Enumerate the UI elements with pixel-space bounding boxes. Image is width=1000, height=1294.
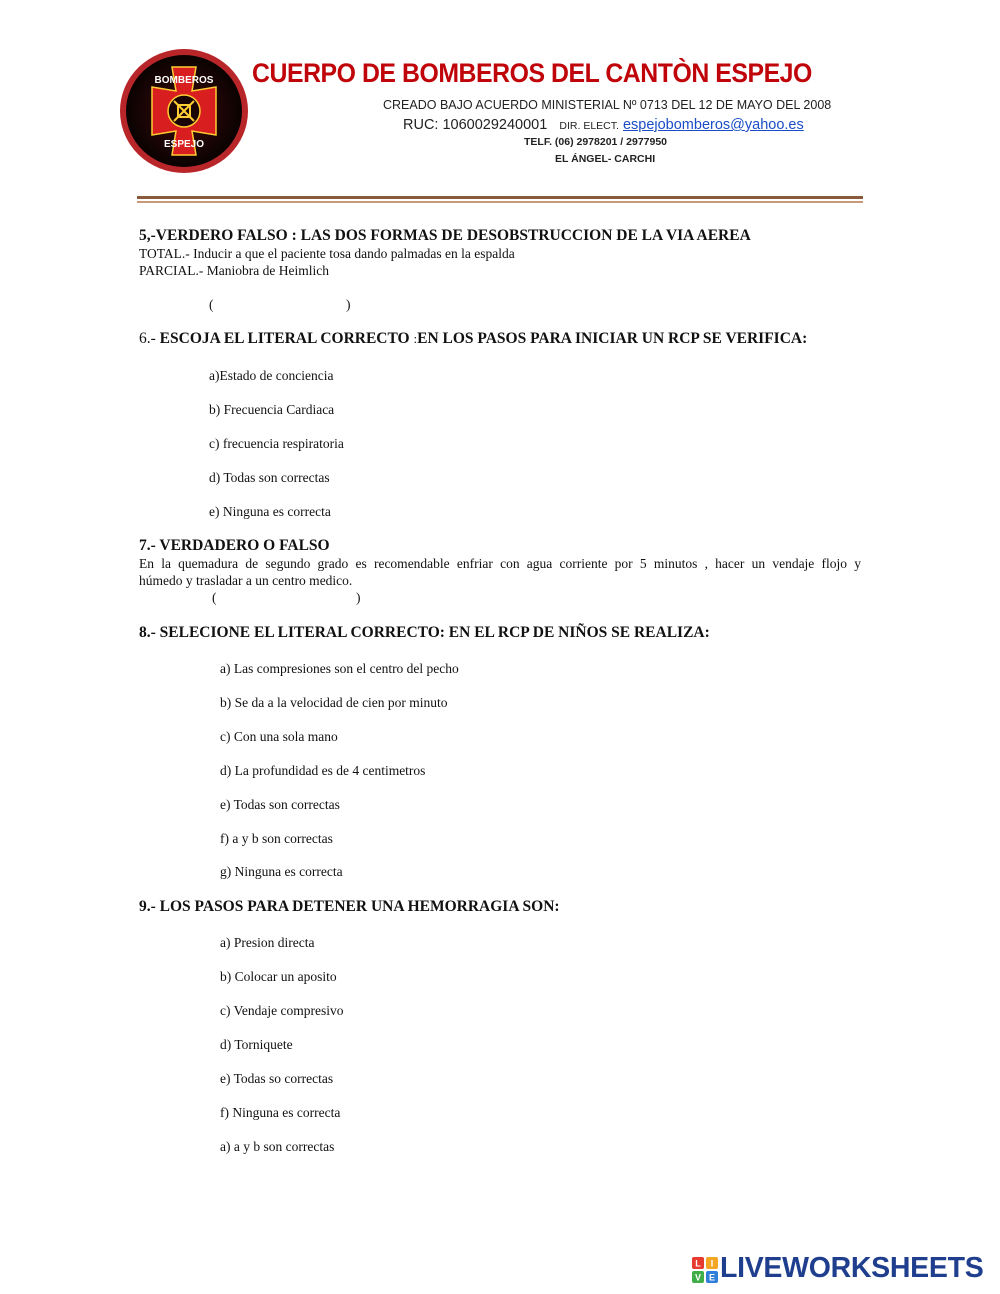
- question-9-option[interactable]: c) Vendaje compresivo: [220, 1003, 344, 1018]
- email-link[interactable]: espejobomberos@yahoo.es: [622, 117, 804, 133]
- question-9-option[interactable]: d) Torniquete: [220, 1037, 293, 1052]
- question-8-option[interactable]: a) Las compresiones son el centro del pecho: [220, 661, 459, 676]
- question-9-option[interactable]: a) Presion directa: [220, 935, 315, 950]
- phone-line: TELF. (06) 2978201 / 2977950: [524, 136, 668, 148]
- question-5-answer-open: (: [209, 297, 214, 312]
- question-5-answer-field[interactable]: [218, 295, 342, 315]
- page-title: CUERPO DE BOMBEROS DEL CANTÒN ESPEJO: [252, 58, 812, 88]
- question-6-heading-rest: EN LOS PASOS PARA INICIAR UN RCP SE VERIFICA:: [417, 330, 808, 347]
- question-9-option[interactable]: b) Colocar un aposito: [220, 969, 337, 984]
- question-6-option[interactable]: e) Ninguna es correcta: [209, 504, 331, 519]
- question-9-option[interactable]: e) Todas so correctas: [220, 1071, 334, 1086]
- question-5-line-partial: PARCIAL.- Maniobra de Heimlich: [139, 263, 329, 278]
- question-7-answer-open: (: [212, 590, 217, 605]
- logo-letter: I: [710, 1258, 714, 1269]
- ruc-text: RUC: 1060029240001: [403, 117, 548, 133]
- decree-line: CREADO BAJO ACUERDO MINISTERIAL Nº 0713 DEL 12 DE MAYO DEL 2008: [383, 98, 832, 112]
- question-6-number: 6.-: [139, 330, 156, 347]
- question-8-option[interactable]: b) Se da a la velocidad de cien por minuto: [220, 695, 448, 710]
- question-5-line-total: TOTAL.- Inducir a que el paciente tosa dando palmadas en la espalda: [139, 246, 515, 261]
- header-divider: [137, 196, 863, 199]
- header-divider-secondary: [137, 201, 863, 203]
- question-7-line-2: húmedo y trasladar a un centro medico.: [139, 573, 353, 588]
- question-8-option[interactable]: g) Ninguna es correcta: [220, 864, 343, 879]
- question-6-heading: ESCOJA EL LITERAL CORRECTO: [159, 330, 410, 347]
- question-9-option[interactable]: f) Ninguna es correcta: [220, 1105, 341, 1120]
- question-9-option[interactable]: a) a y b son correctas: [220, 1139, 335, 1154]
- logo-top-text: BOMBEROS: [154, 75, 214, 86]
- question-6-option[interactable]: c) frecuencia respiratoria: [209, 436, 344, 451]
- ruc-email-line: [403, 117, 804, 133]
- logo-letter: E: [708, 1272, 716, 1283]
- city-line: EL ÁNGEL- CARCHI: [555, 153, 656, 165]
- fire-department-logo: [118, 47, 250, 175]
- liveworksheets-brand[interactable]: LIVEWORKSHEETS: [720, 1252, 984, 1284]
- question-8-title: 8.- SELECIONE EL LITERAL CORRECTO: EN EL RCP DE NIÑOS SE REALIZA:: [139, 624, 710, 641]
- question-5-answer-close: ): [346, 297, 351, 312]
- question-6-option[interactable]: d) Todas son correctas: [209, 470, 330, 485]
- question-6-option[interactable]: b) Frecuencia Cardiaca: [209, 402, 335, 417]
- question-7-answer-field[interactable]: [221, 588, 351, 608]
- question-6-separator: :: [413, 331, 418, 346]
- question-7-line-1: En la quemadura de segundo grado es recomendable enfriar con agua corriente por 5 minutos , hacer un vendaje flojo y: [139, 556, 861, 571]
- question-6-option[interactable]: a)Estado de conciencia: [209, 368, 334, 383]
- question-8-option[interactable]: c) Con una sola mano: [220, 729, 338, 744]
- question-8-option[interactable]: d) La profundidad es de 4 centimetros: [220, 763, 426, 778]
- question-6-title: [139, 330, 807, 348]
- question-7-title: 7.- VERDADERO O FALSO: [139, 537, 330, 554]
- logo-letter: V: [694, 1272, 702, 1283]
- logo-bottom-text: ESPEJO: [163, 139, 205, 150]
- question-8-option[interactable]: f) a y b son correctas: [220, 831, 333, 846]
- logo-letter: L: [695, 1258, 701, 1269]
- question-9-title: 9.- LOS PASOS PARA DETENER UNA HEMORRAGIA SON:: [139, 898, 560, 915]
- question-8-option[interactable]: e) Todas son correctas: [220, 797, 340, 812]
- liveworksheets-logo-icon: [692, 1257, 718, 1283]
- email-label: DIR. ELECT.: [559, 120, 619, 132]
- question-7-answer-close: ): [356, 590, 361, 605]
- question-5-title: 5,-VERDERO FALSO : LAS DOS FORMAS DE DESOBSTRUCCION DE LA VIA AEREA: [139, 227, 751, 244]
